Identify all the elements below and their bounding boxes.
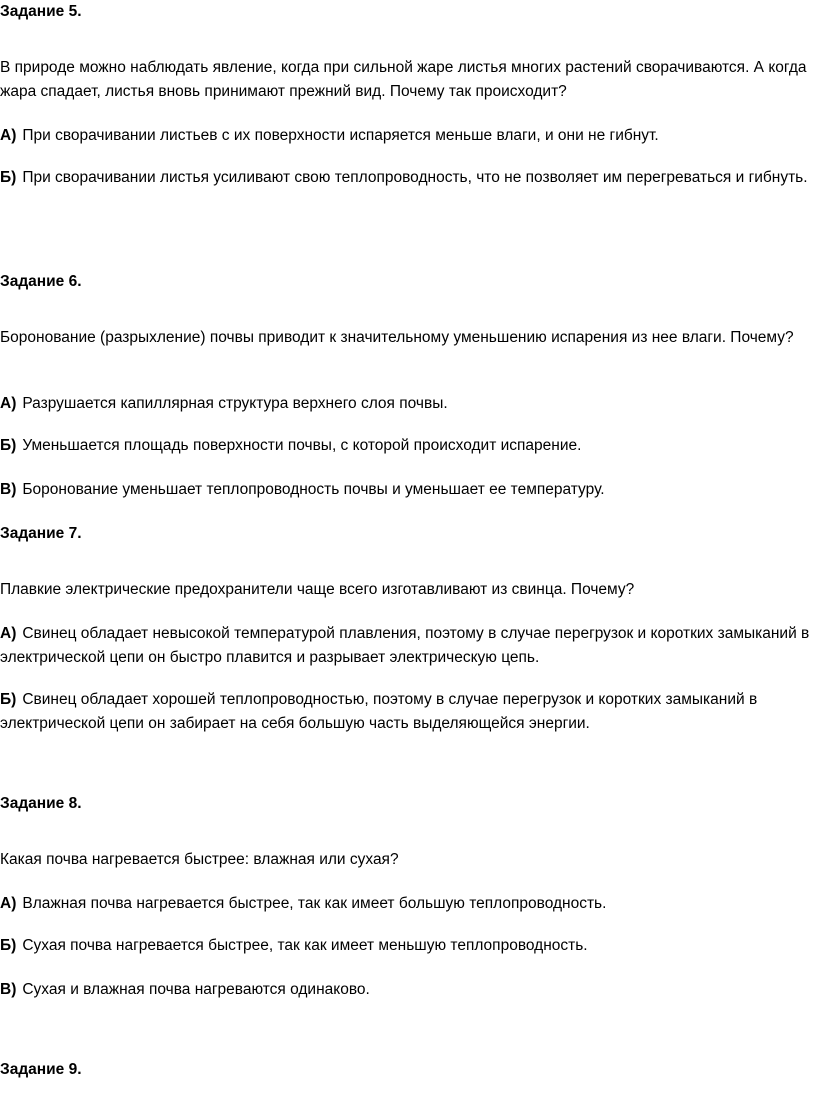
task-7-option-a	[0, 622, 810, 670]
option-text: Боронование уменьшает теплопроводность почвы и уменьшает ее температуру.	[22, 481, 605, 498]
option-text: Свинец обладает хорошей теплопроводностью, поэтому в случае перегрузок и коротких замыканий в электрической цепи он забирает на себя большую часть выделяющейся энергии.	[0, 691, 758, 732]
task-6-option-a	[0, 392, 810, 416]
option-letter: В)	[0, 481, 17, 498]
task-7-heading: Задание 7.	[0, 525, 82, 542]
option-letter: Б)	[0, 691, 17, 708]
option-letter: В)	[0, 981, 17, 998]
option-letter: А)	[0, 625, 17, 642]
task-7-question: Плавкие электрические предохранители чаще всего изготавливают из свинца. Почему?	[0, 581, 635, 598]
option-text: Свинец обладает невысокой температурой плавления, поэтому в случае перегрузок и коротких замыканий в электрической цепи он быстро плавится и разрывает электрическую цепь.	[0, 625, 810, 666]
task-6-option-b	[0, 434, 810, 458]
option-text: Влажная почва нагревается быстрее, так как имеет большую теплопроводность.	[22, 895, 607, 912]
task-8-option-b	[0, 934, 810, 958]
option-letter: А)	[0, 895, 17, 912]
task-5-option-b	[0, 166, 810, 190]
task-8-heading: Задание 8.	[0, 795, 82, 812]
option-letter: Б)	[0, 437, 17, 454]
option-text: Сухая почва нагревается быстрее, так как имеет меньшую теплопроводность.	[22, 937, 588, 954]
option-text: Разрушается капиллярная структура верхнего слоя почвы.	[22, 395, 448, 412]
option-text: Сухая и влажная почва нагреваются одинаково.	[22, 981, 370, 998]
task-8-option-a	[0, 892, 810, 916]
task-6-option-c	[0, 478, 810, 502]
task-6-heading: Задание 6.	[0, 273, 82, 290]
task-8-option-c	[0, 978, 810, 1002]
task-6-question: Боронование (разрыхление) почвы приводит к значительному уменьшению испарения из нее влаги. Почему?	[0, 329, 794, 346]
task-5-heading: Задание 5.	[0, 3, 82, 20]
option-text: Уменьшается площадь поверхности почвы, с которой происходит испарение.	[22, 437, 582, 454]
option-letter: Б)	[0, 169, 17, 186]
task-5-option-a	[0, 124, 810, 148]
task-9-heading: Задание 9.	[0, 1061, 82, 1078]
option-letter: Б)	[0, 937, 17, 954]
task-8-question: Какая почва нагревается быстрее: влажная или сухая?	[0, 851, 399, 868]
option-letter: А)	[0, 127, 17, 144]
option-text: При сворачивании листьев с их поверхности испаряется меньше влаги, и они не гибнут.	[22, 127, 659, 144]
task-5-question: В природе можно наблюдать явление, когда при сильной жаре листья многих растений сворачиваются. А когда жара спадает, листья вновь принимают прежний вид. Почему так происходит?	[0, 59, 807, 100]
option-letter: А)	[0, 395, 17, 412]
option-text: При сворачивании листья усиливают свою теплопроводность, что не позволяет им перегреваться и гибнуть.	[22, 169, 808, 186]
task-7-option-b	[0, 688, 810, 736]
